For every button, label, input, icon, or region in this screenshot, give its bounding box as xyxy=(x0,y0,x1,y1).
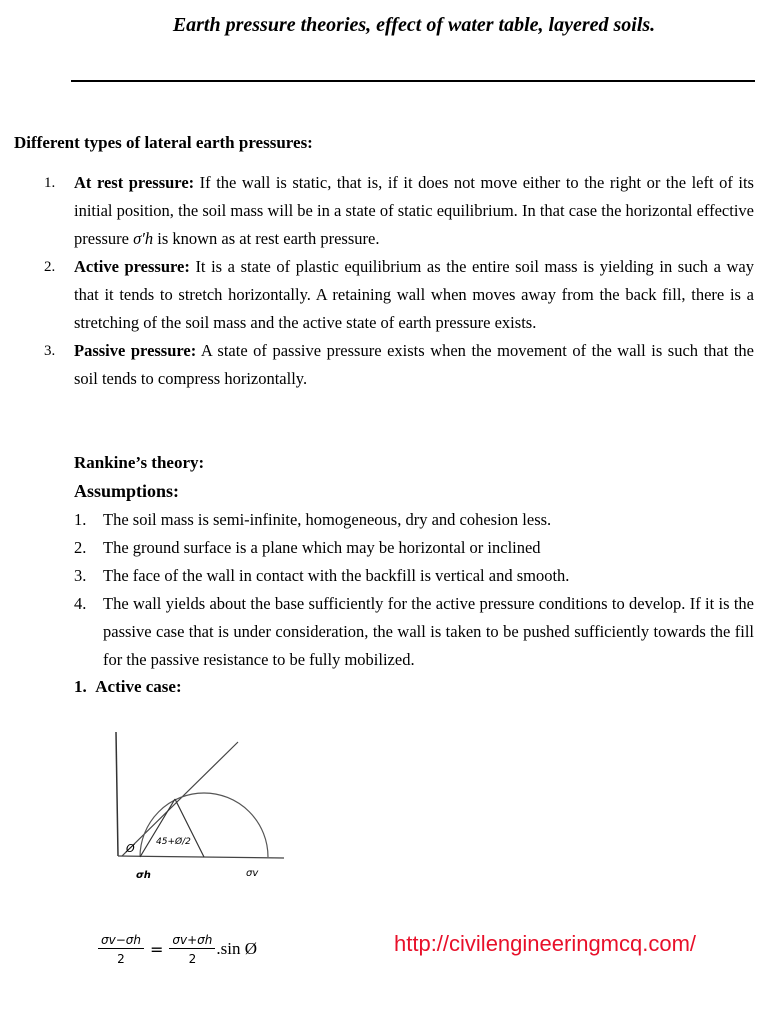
vertical-axis xyxy=(116,732,118,856)
angle-45-label: 45+Ø/2 xyxy=(156,837,191,847)
list-number: 4. xyxy=(74,594,87,613)
assumptions-list xyxy=(0,506,754,674)
assumption-text: The face of the wall in contact with the backfill is vertical and smooth. xyxy=(103,566,570,585)
page-title: Earth pressure theories, effect of water table, layered soils. xyxy=(172,14,656,36)
text-at-rest-before: If the wall is static, that is, if it does not move either to the right or the left of its initial position, the soil mass will be in a state of static equilibrium. In that case the horizontal effective pressure xyxy=(74,173,754,248)
assumption-text: The soil mass is semi-infinite, homogeneous, dry and cohesion less. xyxy=(103,510,552,529)
horizontal-axis xyxy=(118,856,284,858)
term-active: Active pressure: xyxy=(74,257,190,276)
equals-sign: = xyxy=(149,939,164,959)
website-link[interactable]: http://civilengineeringmcq.com/ xyxy=(394,931,697,956)
active-case-heading xyxy=(74,677,182,697)
text-at-rest-after: is known as at rest earth pressure. xyxy=(153,229,380,248)
lhs-denominator: 2 xyxy=(117,951,125,966)
list-item xyxy=(0,506,754,534)
sigma-v-label: σv xyxy=(246,868,259,879)
mohr-circle-diagram xyxy=(104,724,314,890)
term-passive: Passive pressure: xyxy=(74,341,197,360)
text-active: It is a state of plastic equilibrium as the entire soil mass is yielding in such a way that it tends to stretch horizontally. A retaining wall when moves away from the back fill, there is a stretching of the soil mass and the active state of earth pressure exists. xyxy=(74,257,754,332)
text-passive: A state of passive pressure exists when the movement of the wall is such that the soil tends to compress horizontally. xyxy=(74,341,754,388)
angle-phi-label: Ø xyxy=(126,842,135,855)
assumptions-heading: Assumptions: xyxy=(74,481,180,501)
rhs-numerator: σv+σh xyxy=(169,933,215,949)
lhs-numerator: σv−σh xyxy=(98,933,144,949)
list-item-active xyxy=(0,253,754,337)
sin-phi-term: .sin Ø xyxy=(216,939,257,958)
term-at-rest: At rest pressure: xyxy=(74,173,195,192)
formula-lhs-fraction xyxy=(98,933,144,966)
active-case-number: 1. xyxy=(74,677,87,696)
list-number: 3. xyxy=(74,566,87,585)
list-number: 2. xyxy=(44,259,56,275)
list-number: 1. xyxy=(44,175,56,191)
assumption-text: The ground surface is a plane which may be horizontal or inclined xyxy=(103,538,541,557)
list-number: 3. xyxy=(44,343,56,359)
list-number: 2. xyxy=(74,538,87,557)
list-item-at-rest xyxy=(0,169,754,253)
list-number: 1. xyxy=(74,510,87,529)
title-divider xyxy=(71,80,755,82)
sigma-h-label: σh xyxy=(136,870,151,881)
active-case-formula xyxy=(98,927,257,971)
list-item-passive xyxy=(0,337,754,393)
list-item xyxy=(0,534,754,562)
pressure-list xyxy=(0,169,754,393)
radius-line-right xyxy=(175,799,204,857)
radius-line-left xyxy=(140,799,175,857)
rankine-heading: Rankine’s theory: xyxy=(74,453,205,472)
list-item xyxy=(0,562,754,590)
active-case-label: Active case: xyxy=(95,677,182,696)
sigma-symbol: σ′h xyxy=(133,229,154,248)
formula-rhs-fraction xyxy=(169,933,215,966)
assumption-text: The wall yields about the base sufficiently for the active pressure conditions to develop. If it is the passive case that is under consideration, the wall is taken to be pushed sufficiently towards the fill for the passive resistance to be fully mobilized. xyxy=(103,594,754,669)
section-heading: Different types of lateral earth pressures: xyxy=(14,133,313,152)
rhs-denominator: 2 xyxy=(188,951,197,966)
list-item xyxy=(0,590,754,674)
